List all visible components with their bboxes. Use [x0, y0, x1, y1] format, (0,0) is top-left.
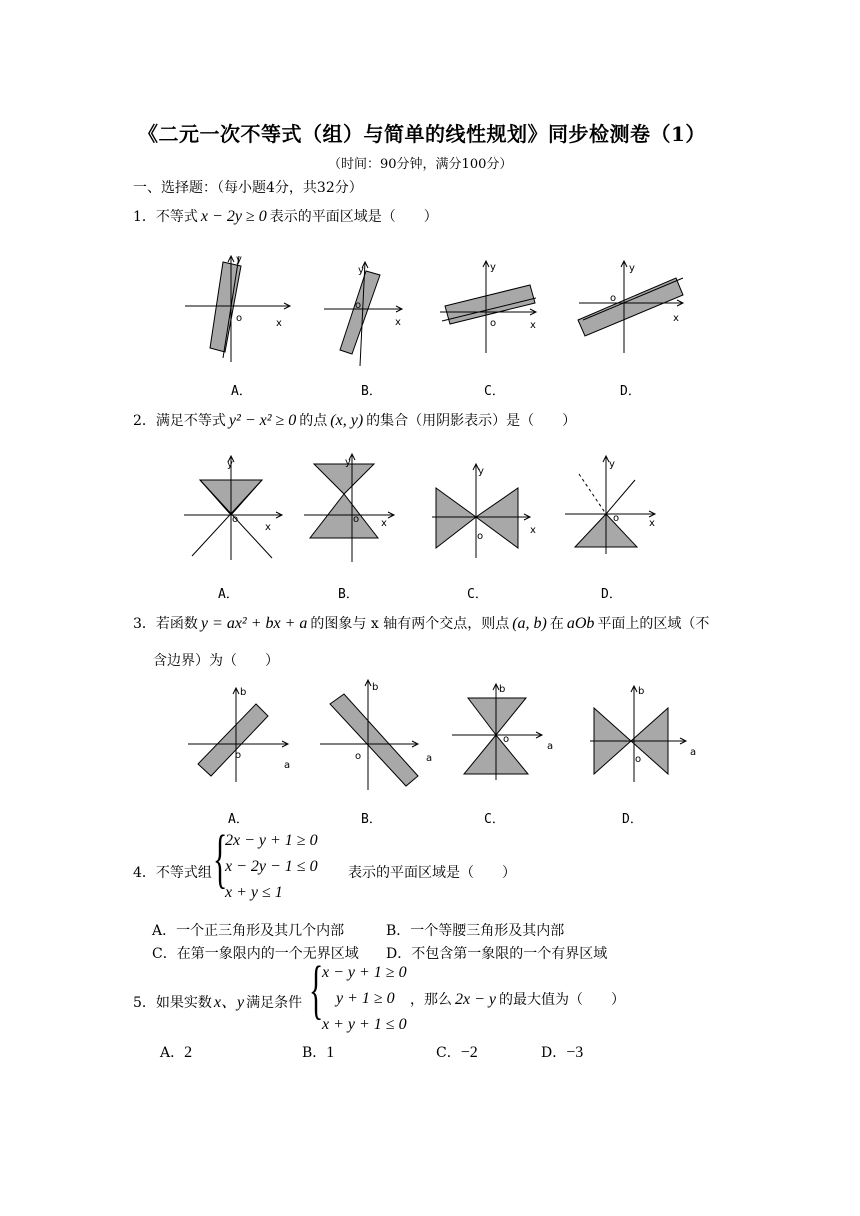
x-axis-label: x — [649, 518, 655, 529]
q1-figure-c — [440, 258, 550, 358]
q4-inequality-2: x − 2y − 1 ≤ 0 — [225, 858, 318, 875]
origin-label: o — [355, 751, 362, 762]
q3-plane: aOb — [566, 615, 595, 632]
q5-inequality-2: y + 1 ≥ 0 — [336, 990, 395, 1007]
origin-label: o — [503, 734, 510, 745]
a-axis-label: a — [690, 747, 697, 758]
q2-figure-c — [432, 460, 542, 560]
q5-brace: { — [309, 953, 324, 1026]
y-axis-label: y — [236, 254, 242, 265]
q2-expr: y² − x² ≥ 0 — [228, 412, 297, 429]
q1-option-c[interactable]: C． — [484, 384, 505, 399]
q3-point: (a, b) — [512, 615, 547, 632]
q3-mid1: 的图象与 x 轴有两个交点，则点 — [310, 616, 510, 632]
q3-figure-a — [186, 686, 296, 786]
q4-suffix: 表示的平面区域是（ ） — [348, 865, 516, 881]
origin-label: o — [613, 513, 620, 524]
q3-figure-b — [318, 676, 438, 796]
q1-option-a[interactable]: A． — [231, 384, 252, 399]
q2-option-c[interactable]: C． — [467, 587, 488, 602]
x-axis-label: x — [530, 525, 536, 536]
q2-option-a[interactable]: A． — [218, 587, 239, 602]
x-axis-label: x — [381, 518, 387, 529]
q5-target: 2x − y — [455, 991, 496, 1008]
y-axis-label: y — [478, 466, 484, 477]
q2-suffix: 的集合（用阴影表示）是（ ） — [366, 413, 577, 429]
q1-figure-b — [322, 258, 442, 368]
q5-inequality-1: x − y + 1 ≥ 0 — [322, 964, 407, 981]
q5-prefix: 5．如果实数 — [133, 995, 212, 1011]
question-3-text — [133, 613, 709, 633]
origin-label: o — [635, 754, 642, 765]
q1-prefix: 1．不等式 — [133, 209, 198, 225]
q4-choice-b[interactable]: B．一个等腰三角形及其内部 — [386, 923, 565, 939]
q2-mid: 的点 — [299, 413, 328, 429]
origin-label: o — [355, 300, 362, 311]
q4-brace: { — [213, 822, 228, 895]
q5-choice-c[interactable]: C．−2 — [436, 1044, 478, 1061]
x-axis-label: x — [395, 317, 401, 328]
q5-inequality-3: x + y + 1 ≤ 0 — [322, 1016, 407, 1033]
exam-info: （时间：90分钟，满分100分） — [328, 157, 513, 172]
y-axis-label: y — [358, 265, 364, 276]
origin-label: o — [236, 313, 243, 324]
origin-label: o — [477, 531, 484, 542]
b-axis-label: b — [240, 687, 247, 698]
a-axis-label: a — [426, 753, 433, 764]
q2-prefix: 2．满足不等式 — [133, 413, 226, 429]
q4-choice-a[interactable]: A．一个正三角形及其几个内部 — [152, 923, 345, 939]
q1-suffix: 表示的平面区域是（ ） — [269, 209, 438, 225]
x-axis-label: x — [673, 313, 679, 324]
q1-option-d[interactable]: D． — [620, 384, 641, 399]
q3-figure-c — [450, 680, 560, 800]
origin-label: o — [232, 514, 239, 525]
q5-suffix-line — [410, 989, 625, 1009]
a-axis-label: a — [547, 741, 554, 752]
origin-label: o — [610, 293, 617, 304]
q2-option-b[interactable]: B． — [338, 587, 359, 602]
q2-figure-d — [563, 452, 673, 562]
page-title: 《二元一次不等式（组）与简单的线性规划》同步检测卷（1） — [138, 122, 706, 146]
q4-prefix: 4．不等式组 — [133, 865, 212, 881]
q4-choice-d[interactable]: D．不包含第一象限的一个有界区域 — [386, 946, 608, 962]
x-axis-label: x — [265, 522, 271, 533]
y-axis-label: y — [490, 262, 496, 273]
q4-choice-c[interactable]: C．在第一象限内的一个无界区域 — [152, 946, 359, 962]
q3-prefix: 3．若函数 — [133, 616, 198, 632]
q1-figure-a — [180, 250, 300, 370]
b-axis-label: b — [638, 686, 645, 697]
a-axis-label: a — [284, 760, 291, 771]
x-axis-label: x — [530, 320, 536, 331]
y-axis-label: y — [629, 263, 635, 274]
q3-option-c[interactable]: C． — [484, 812, 505, 827]
q3-option-b[interactable]: B． — [361, 812, 382, 827]
q2-figure-b — [302, 452, 412, 562]
origin-label: o — [490, 318, 497, 329]
q5-prefix-line — [133, 989, 302, 1012]
q5-comma: ，那么 — [410, 992, 452, 1008]
x-axis-label: x — [276, 318, 282, 329]
q5-choice-b[interactable]: B．1 — [302, 1044, 335, 1061]
q1-expr: x − 2y ≥ 0 — [200, 208, 267, 225]
q5-vars: x、y — [213, 994, 245, 1011]
b-axis-label: b — [499, 684, 506, 695]
q3-mid2: 在 — [549, 616, 564, 632]
q5-mid: 满足条件 — [246, 995, 303, 1011]
q3-suffix: 平面上的区域（不 — [597, 616, 710, 632]
y-axis-label: y — [345, 457, 351, 468]
q4-inequality-1: 2x − y + 1 ≥ 0 — [225, 832, 318, 849]
q2-point: (x, y) — [330, 412, 364, 429]
origin-label: o — [353, 514, 360, 525]
q2-figure-a — [182, 452, 292, 562]
y-axis-label: y — [609, 459, 615, 470]
q5-choice-d[interactable]: D．−3 — [541, 1044, 584, 1061]
q1-option-b[interactable]: B． — [361, 384, 382, 399]
question-1-text — [133, 206, 438, 226]
q3-expr: y = ax² + bx + a — [200, 615, 308, 632]
q2-option-d[interactable]: D． — [601, 587, 622, 602]
q1-figure-d — [573, 258, 693, 358]
section-heading: 一、选择题：（每小题4分，共32分） — [133, 180, 363, 196]
origin-label: o — [235, 750, 242, 761]
question-3-text-line2: 含边界）为（ ） — [153, 653, 279, 669]
b-axis-label: b — [372, 682, 379, 693]
q3-option-a[interactable]: A． — [228, 812, 249, 827]
q5-choice-a[interactable]: A．2 — [160, 1044, 193, 1061]
q3-figure-d — [590, 684, 710, 794]
q4-inequality-3: x + y ≤ 1 — [225, 884, 283, 901]
question-2-text — [133, 410, 576, 430]
q3-option-d[interactable]: D． — [622, 812, 643, 827]
q5-suffix: 的最大值为（ ） — [499, 992, 625, 1008]
y-axis-label: y — [227, 459, 233, 470]
